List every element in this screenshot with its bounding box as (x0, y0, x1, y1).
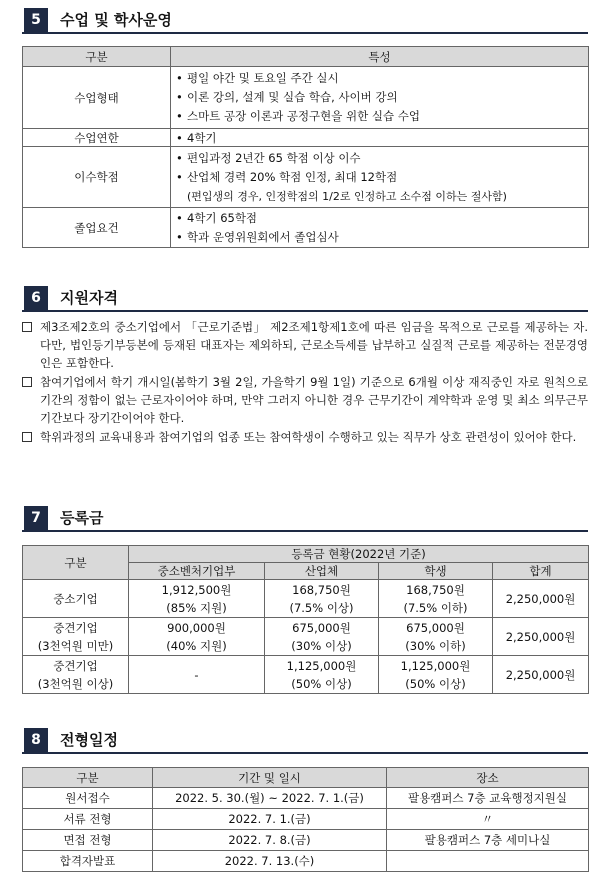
row-label: 합격자발표 (23, 851, 153, 872)
row-label-line: 중견기업 (53, 620, 98, 635)
row-label: 이수학점 (23, 147, 171, 208)
checkbox-square-icon (22, 322, 32, 332)
tuition-table (22, 545, 589, 694)
header-total: 합계 (493, 563, 589, 580)
ratio: (40% 지원) (166, 638, 227, 653)
section-number: 7 (24, 506, 48, 530)
ratio: (85% 지원) (166, 600, 227, 615)
gov-cell: - (129, 656, 265, 694)
header-feature: 특성 (171, 47, 589, 67)
industry-cell (265, 656, 379, 694)
section-number: 8 (24, 728, 48, 752)
list-item-text: 학위과정의 교육내용과 참여기업의 업종 또는 참여학생이 수행하고 있는 직무가 상호 관련성이 있어야 한다. (40, 430, 577, 444)
total-cell: 2,250,000원 (493, 580, 589, 618)
checkbox-square-icon (22, 377, 32, 387)
list-item: • 스마트 공장 이론과 공정구현을 위한 실습 수업 (177, 107, 588, 126)
amount: 1,912,500원 (161, 582, 232, 597)
row-label (23, 656, 129, 694)
ratio: (30% 이상) (291, 638, 352, 653)
amount: 675,000원 (292, 620, 351, 635)
industry-cell (265, 618, 379, 656)
section-number: 6 (24, 286, 48, 310)
section-number: 5 (24, 8, 48, 32)
period-cell: 2022. 7. 13.(수) (153, 851, 387, 872)
schedule-table (22, 767, 589, 872)
list-item: • 산업체 경력 20% 학점 인정, 최대 12학점 (177, 168, 588, 187)
row-label: 원서접수 (23, 788, 153, 809)
header-student: 학생 (379, 563, 493, 580)
eligibility-list (22, 318, 588, 447)
row-label: 졸업요건 (23, 208, 171, 248)
student-cell (379, 618, 493, 656)
period-cell: 2022. 7. 8.(금) (153, 830, 387, 851)
list-item-text: 참여기업에서 학기 개시일(봄학기 3월 2일, 가을학기 9월 1일) 기준으로 6개월 이상 재직중인 자로 원칙으로 기간의 정함이 없는 근로자이어야 하며, 만약 그러지 아니한 경우 근무기간이 계약학과 운영 및 최소 의무근무 기간보다 장기간이어야 한다. (40, 375, 588, 425)
checkbox-square-icon (22, 432, 32, 442)
amount: 1,125,000원 (400, 658, 471, 673)
ratio: (7.5% 이하) (403, 600, 468, 615)
place-cell: 팔용캠퍼스 7층 교육행정지원실 (387, 788, 589, 809)
row-label-line: 중견기업 (53, 658, 98, 673)
section-6-header (22, 286, 588, 312)
total-cell: 2,250,000원 (493, 618, 589, 656)
amount: 168,750원 (406, 582, 465, 597)
header-industry: 산업체 (265, 563, 379, 580)
row-label-line: (3천억원 미만) (37, 638, 114, 653)
list-item (22, 318, 588, 372)
section-title: 등록금 (60, 509, 104, 527)
amount: 1,125,000원 (286, 658, 357, 673)
row-label: 면접 전형 (23, 830, 153, 851)
gov-cell (129, 618, 265, 656)
period-cell: 2022. 5. 30.(월) ~ 2022. 7. 1.(금) (153, 788, 387, 809)
ratio: (50% 이상) (405, 676, 466, 691)
header-status: 등록금 현황(2022년 기준) (129, 546, 589, 563)
row-label: 서류 전형 (23, 809, 153, 830)
ratio: (30% 이하) (405, 638, 466, 653)
list-item: • 편입과정 2년간 65 학점 이상 이수 (177, 149, 588, 168)
header-category: 구분 (23, 47, 171, 67)
list-item: • 4학기 (177, 130, 588, 146)
row-label: 수업형태 (23, 67, 171, 129)
list-item (22, 428, 588, 446)
gov-cell (129, 580, 265, 618)
header-gov: 중소벤처기업부 (129, 563, 265, 580)
amount: 168,750원 (292, 582, 351, 597)
amount: 675,000원 (406, 620, 465, 635)
student-cell (379, 656, 493, 694)
list-item: • 학과 운영위원회에서 졸업심사 (177, 228, 588, 247)
section-7-header (22, 506, 588, 532)
header-place: 장소 (387, 768, 589, 788)
amount: 900,000원 (167, 620, 226, 635)
total-cell: 2,250,000원 (493, 656, 589, 694)
header-category: 구분 (23, 768, 153, 788)
row-label-line: 중소기업 (53, 591, 98, 606)
place-cell: 〃 (387, 809, 589, 830)
section-title: 전형일정 (60, 731, 118, 749)
list-item-text: 제3조제2호의 중소기업에서 「근로기준법」 제2조제1항제1호에 따른 임금을 목적으로 근로를 제공하는 자. 다만, 법인등기부등본에 등재된 대표자는 제외하되, 근로소득세를 납부하고 실질적 근로를 제공하는 전문경영인은 포함한다. (40, 320, 588, 370)
period-cell: 2022. 7. 1.(금) (153, 809, 387, 830)
header-category: 구분 (23, 546, 129, 580)
list-item: • 4학기 65학점 (177, 209, 588, 228)
row-label: 수업연한 (23, 129, 171, 147)
list-item: • 평일 야간 및 토요일 주간 실시 (177, 69, 588, 88)
student-cell (379, 580, 493, 618)
place-cell (387, 851, 589, 872)
section-5-header (22, 8, 588, 34)
header-period: 기간 및 일시 (153, 768, 387, 788)
section-8-header (22, 728, 588, 754)
row-label-line: (3천억원 이상) (37, 676, 114, 691)
list-note: (편입생의 경우, 인정학점의 1/2로 인정하고 소수점 이하는 절사함) (187, 189, 507, 203)
industry-cell (265, 580, 379, 618)
row-label (23, 580, 129, 618)
ratio: (7.5% 이상) (289, 600, 354, 615)
list-item (22, 373, 588, 427)
place-cell: 팔용캠퍼스 7층 세미나실 (387, 830, 589, 851)
section-title: 지원자격 (60, 289, 118, 307)
section-title: 수업 및 학사운영 (60, 11, 172, 29)
class-operation-table (22, 46, 589, 248)
ratio: (50% 이상) (291, 676, 352, 691)
list-item: • 이론 강의, 설계 및 실습 학습, 사이버 강의 (177, 88, 588, 107)
row-label (23, 618, 129, 656)
